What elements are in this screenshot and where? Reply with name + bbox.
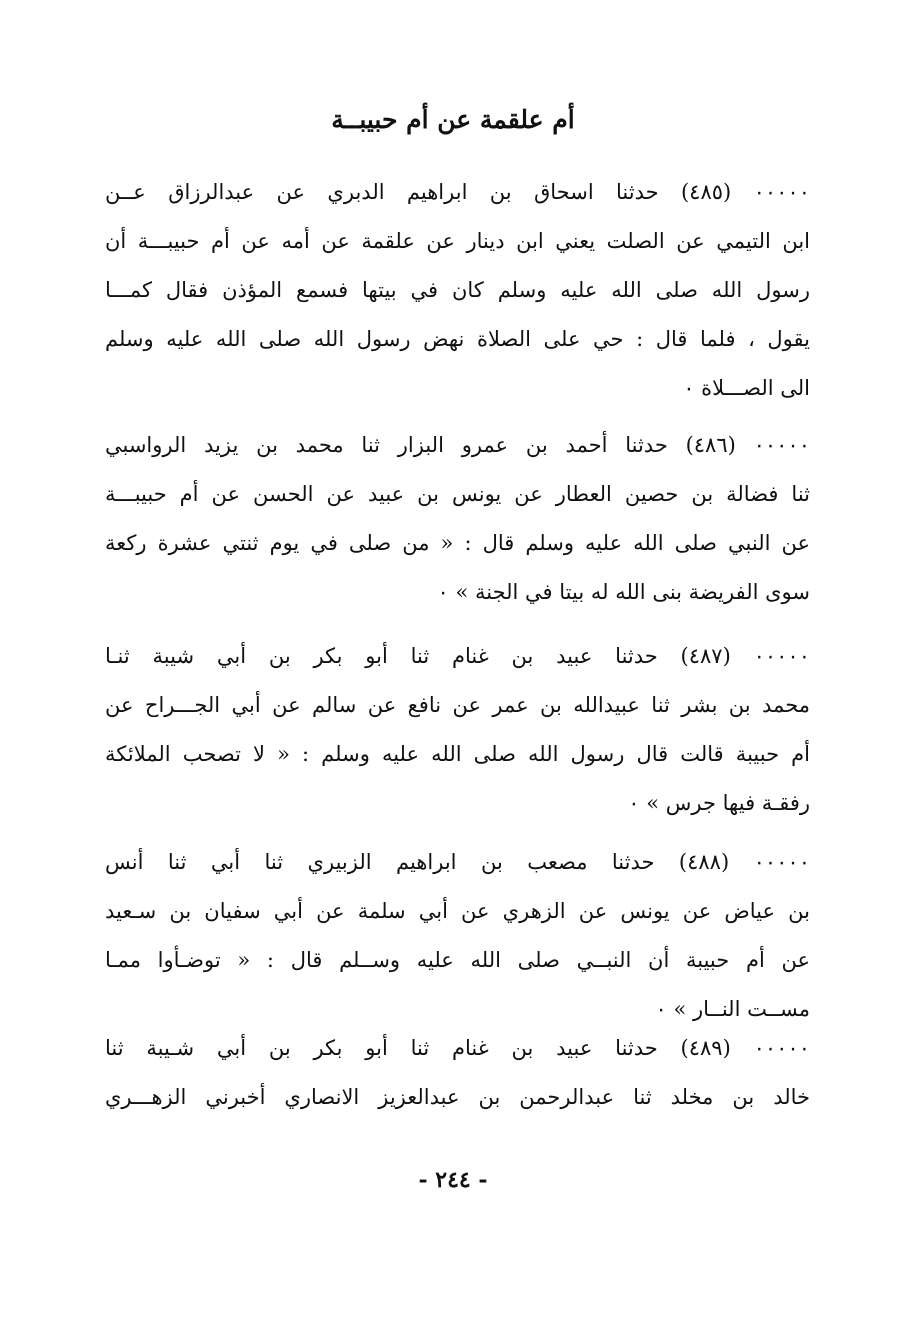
hadith-488 xyxy=(105,838,810,1034)
hadith-line: محمد بن بشر ثنا عبيدالله بن عمر عن نافع عن سالم عن أبي الجـــراح عن xyxy=(105,693,810,717)
hadith-line: رفقـة فيها جرس » ٠ xyxy=(628,791,810,815)
page-title: أم علقمة عن أم حبيبــة xyxy=(331,105,575,134)
hadith-line: أم حبيبة قالت قال رسول الله صلى الله عليه وسلم : « لا تصحب الملائكة xyxy=(105,742,810,766)
hadith-485 xyxy=(105,168,810,413)
hadith-line: خالد بن مخلد ثنا عبدالرحمن بن عبدالعزيز الانصاري أخبرني الزهـــري xyxy=(105,1085,810,1109)
hadith-489 xyxy=(105,1024,810,1122)
page-number: - ٢٤٤ - xyxy=(418,1167,488,1193)
hadith-line: عن النبي صلى الله عليه وسلم قال : « من صلى في يوم ثنتي عشرة ركعة xyxy=(105,531,810,555)
hadith-487 xyxy=(105,632,810,828)
hadith-line: عن أم حبيبة أن النبــي صلى الله عليه وســلم قال : « توضـأوا ممـا xyxy=(105,948,810,972)
hadith-line: رسول الله صلى الله عليه وسلم كان في بيتها فسمع المؤذن فقال كمـــا xyxy=(105,278,810,302)
hadith-line: ٠٠٠٠٠ (٤٨٦) حدثنا أحمد بن عمرو البزار ثنا محمد بن يزيد الرواسبي xyxy=(105,433,810,457)
hadith-line: ٠٠٠٠٠ (٤٨٨) حدثنا مصعب بن ابراهيم الزبيري ثنا أبي ثنا أنس xyxy=(105,850,810,874)
hadith-line: ٠٠٠٠٠ (٤٨٩) حدثنا عبيد بن غنام ثنا أبو بكر بن أبي شـيبة ثنا xyxy=(105,1036,810,1060)
hadith-line: الى الصـــلاة ٠ xyxy=(683,376,810,400)
hadith-line: ٠٠٠٠٠ (٤٨٥) حدثنا اسحاق بن ابراهيم الدبري عن عبدالرزاق عــن xyxy=(105,180,810,204)
hadith-486 xyxy=(105,421,810,617)
hadith-line: بن عياض عن يونس عن الزهري عن أبي سلمة عن أبي سفيان بن سـعيد xyxy=(105,899,810,923)
hadith-line: سوى الفريضة بنى الله له بيتا في الجنة » ٠ xyxy=(437,580,810,604)
hadith-line: ثنا فضالة بن حصين العطار عن يونس بن عبيد عن الحسن عن أم حبيبـــة xyxy=(105,482,810,506)
hadith-line: ٠٠٠٠٠ (٤٨٧) حدثنا عبيد بن غنام ثنا أبو بكر بن أبي شيبة ثنـا xyxy=(105,644,810,668)
hadith-line: يقول ، فلما قال : حي على الصلاة نهض رسول الله صلى الله عليه وسلم xyxy=(105,327,810,351)
hadith-line: مســت النــار » ٠ xyxy=(655,997,810,1021)
hadith-line: ابن التيمي عن الصلت يعني ابن دينار عن علقمة عن أمه عن أم حبيبـــة أن xyxy=(105,229,810,253)
